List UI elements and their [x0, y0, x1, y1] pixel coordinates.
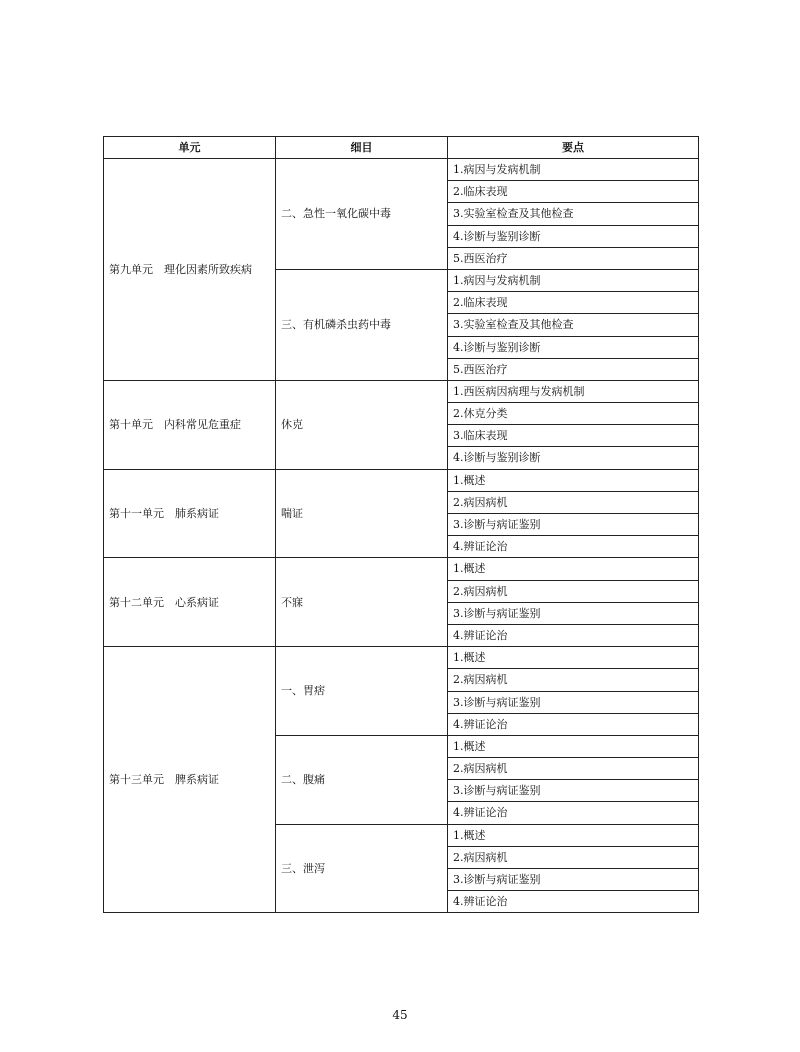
point-cell: 3.临床表现 [448, 425, 699, 447]
point-cell: 3.诊断与病证鉴别 [448, 869, 699, 891]
point-cell: 3.诊断与病证鉴别 [448, 691, 699, 713]
point-cell: 2.临床表现 [448, 292, 699, 314]
point-cell: 3.诊断与病证鉴别 [448, 602, 699, 624]
point-cell: 2.病因病机 [448, 491, 699, 513]
item-cell: 喘证 [276, 469, 448, 558]
point-cell: 1.概述 [448, 647, 699, 669]
point-cell: 1.病因与发病机制 [448, 159, 699, 181]
unit-cell: 第九单元 理化因素所致疾病 [104, 159, 276, 381]
item-cell: 三、有机磷杀虫药中毒 [276, 269, 448, 380]
point-cell: 4.诊断与鉴别诊断 [448, 225, 699, 247]
point-cell: 4.辨证论治 [448, 624, 699, 646]
point-cell: 4.诊断与鉴别诊断 [448, 336, 699, 358]
item-cell: 三、泄泻 [276, 824, 448, 913]
point-cell: 1.概述 [448, 824, 699, 846]
table-body [104, 159, 699, 913]
item-cell: 休克 [276, 380, 448, 469]
point-cell: 1.概述 [448, 735, 699, 757]
point-cell: 4.诊断与鉴别诊断 [448, 447, 699, 469]
point-cell: 4.辨证论治 [448, 802, 699, 824]
table-header-row [104, 137, 699, 159]
item-cell: 一、胃痞 [276, 647, 448, 736]
syllabus-table [103, 136, 699, 913]
page-number: 45 [392, 1008, 408, 1022]
point-cell: 2.病因病机 [448, 669, 699, 691]
point-cell: 3.诊断与病证鉴别 [448, 514, 699, 536]
point-cell: 1.概述 [448, 469, 699, 491]
table-row [104, 558, 699, 580]
point-cell: 3.实验室检查及其他检查 [448, 314, 699, 336]
unit-cell: 第十一单元 肺系病证 [104, 469, 276, 558]
point-cell: 2.临床表现 [448, 181, 699, 203]
point-cell: 2.病因病机 [448, 580, 699, 602]
unit-cell: 第十单元 内科常见危重症 [104, 380, 276, 469]
point-cell: 3.实验室检查及其他检查 [448, 203, 699, 225]
point-cell: 4.辨证论治 [448, 891, 699, 913]
point-cell: 2.病因病机 [448, 758, 699, 780]
item-cell: 不寐 [276, 558, 448, 647]
point-cell: 4.辨证论治 [448, 713, 699, 735]
point-cell: 4.辨证论治 [448, 536, 699, 558]
header-unit: 单元 [104, 137, 276, 159]
point-cell: 2.休克分类 [448, 403, 699, 425]
table-row [104, 159, 699, 181]
table-row [104, 469, 699, 491]
item-cell: 二、腹痛 [276, 735, 448, 824]
point-cell: 5.西医治疗 [448, 247, 699, 269]
point-cell: 5.西医治疗 [448, 358, 699, 380]
point-cell: 2.病因病机 [448, 846, 699, 868]
item-cell: 二、急性一氧化碳中毒 [276, 159, 448, 270]
unit-cell: 第十三单元 脾系病证 [104, 647, 276, 913]
point-cell: 1.病因与发病机制 [448, 269, 699, 291]
point-cell: 3.诊断与病证鉴别 [448, 780, 699, 802]
table-row [104, 647, 699, 669]
header-item: 细目 [276, 137, 448, 159]
header-points: 要点 [448, 137, 699, 159]
point-cell: 1.概述 [448, 558, 699, 580]
unit-cell: 第十二单元 心系病证 [104, 558, 276, 647]
table-row [104, 380, 699, 402]
point-cell: 1.西医病因病理与发病机制 [448, 380, 699, 402]
